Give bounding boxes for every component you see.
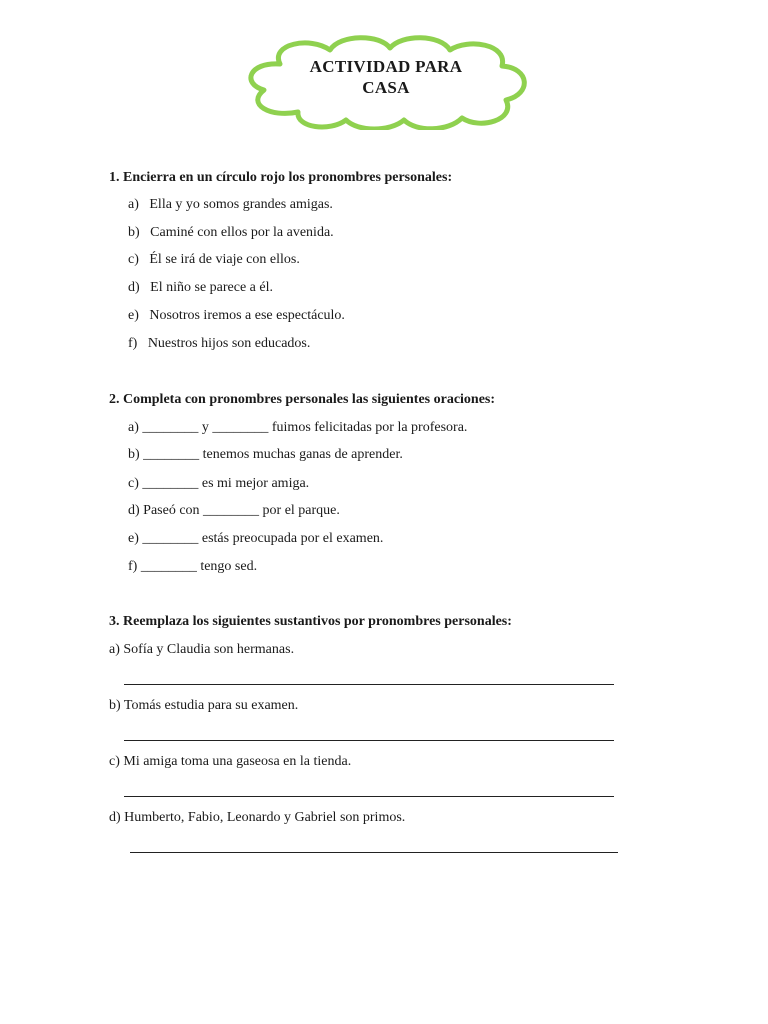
- section-1-item: f) Nuestros hijos son educados.: [128, 336, 311, 351]
- section-2-item: a) ________ y ________ fuimos felicitadas por la profesora.: [128, 420, 468, 435]
- section-1-item: b) Caminé con ellos por la avenida.: [128, 225, 334, 240]
- section-2-item: f) ________ tengo sed.: [128, 559, 258, 574]
- section-1-item: e) Nosotros iremos a ese espectáculo.: [128, 308, 345, 323]
- section-3-item: a) Sofía y Claudia son hermanas.: [109, 642, 295, 657]
- answer-line[interactable]: [124, 684, 614, 685]
- answer-line[interactable]: [124, 740, 614, 741]
- section-2-item: c) ________ es mi mejor amiga.: [128, 476, 310, 491]
- page-title: [240, 56, 532, 98]
- section-3-item: b) Tomás estudia para su examen.: [109, 698, 299, 713]
- section-1-item: d) El niño se parece a él.: [128, 280, 273, 295]
- section-1-item: c) Él se irá de viaje con ellos.: [128, 252, 300, 267]
- answer-line[interactable]: [130, 852, 618, 853]
- section-3-item: d) Humberto, Fabio, Leonardo y Gabriel son primos.: [109, 810, 406, 825]
- answer-line[interactable]: [124, 796, 614, 797]
- section-2-item: e) ________ estás preocupada por el examen.: [128, 531, 384, 546]
- title-cloud: [240, 34, 532, 130]
- section-2-heading: 2. Completa con pronombres personales las siguientes oraciones:: [109, 392, 496, 407]
- section-2-item: d) Paseó con ________ por el parque.: [128, 503, 340, 518]
- section-1-heading: 1. Encierra en un círculo rojo los pronombres personales:: [109, 170, 453, 185]
- section-3-item: c) Mi amiga toma una gaseosa en la tienda.: [109, 754, 352, 769]
- section-2-item: b) ________ tenemos muchas ganas de aprender.: [128, 447, 403, 462]
- section-1-item: a) Ella y yo somos grandes amigas.: [128, 197, 333, 212]
- title-line-1: ACTIVIDAD PARA: [309, 57, 463, 76]
- section-3-heading: 3. Reemplaza los siguientes sustantivos por pronombres personales:: [109, 614, 512, 629]
- title-line-2: CASA: [362, 78, 410, 97]
